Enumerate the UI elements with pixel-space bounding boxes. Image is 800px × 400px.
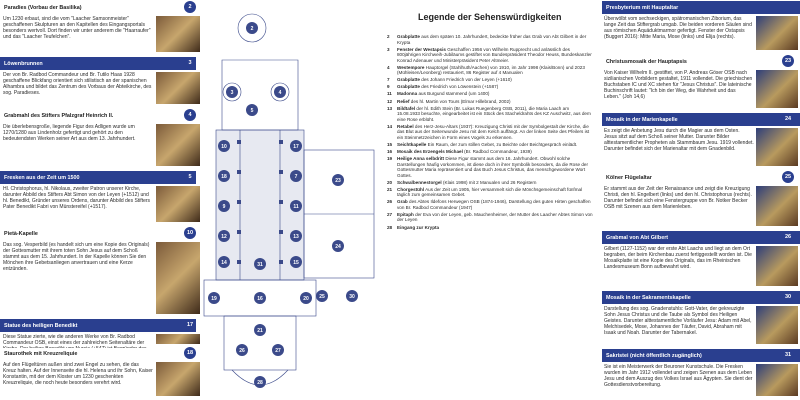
entry-number-badge: 23 xyxy=(782,55,794,67)
legend-item-text: der Eva von der Leyen, geb. Mauchenheimer, der Mutter des Laacher Abtes Simon von der Leyen xyxy=(397,211,593,223)
entry-photo xyxy=(156,362,200,396)
entry-number-badge: 30 xyxy=(782,291,794,303)
entry-number-badge: 5 xyxy=(184,171,196,183)
entry-photo xyxy=(756,306,798,344)
entry-title-bar xyxy=(602,55,800,68)
entry-text: Darstellung des sog. Gnadenstuhls: Gott-Vater, der gekreuzigte Sohn Jesus Christus und die Taube als Symbol des Heiligen Geistes. Darunter alttestamentliche Vorläufer Jesu: Adam mit Abel, Melchisedek, Mose, Johannes der Täufer, David, Abraham mit Isaak und Noah. Darunter der Tabernakel. xyxy=(604,306,752,337)
plan-marker-number: 30 xyxy=(349,293,355,300)
legend-item xyxy=(387,106,593,123)
legend-item-number: 2 xyxy=(387,34,390,39)
legend-item-number: 19 xyxy=(387,156,393,162)
legend-item-title: Seichtkapelle xyxy=(397,141,427,147)
entry-photo xyxy=(756,364,798,396)
entry-title: Staurothek mit Kreuzreliquie xyxy=(4,350,78,357)
entry-photo xyxy=(756,70,798,108)
left-entry xyxy=(0,318,202,348)
legend-item-text: aus Burgund stammend (um 1400) xyxy=(418,91,490,97)
plan-marker-number: 7 xyxy=(294,173,298,180)
plan-marker-number: 18 xyxy=(221,173,227,180)
legend-item-title: Madonna xyxy=(397,91,418,97)
legend-item xyxy=(387,199,593,210)
legend-item-title: Mosaik des Erzengels Michael xyxy=(397,148,463,154)
legend-item-number: 16 xyxy=(387,148,393,154)
plan-marker-number: 21 xyxy=(257,327,263,334)
entry-title: Kölner Flügelaltar xyxy=(606,174,652,181)
entry-photo xyxy=(756,128,798,166)
entry-text: Sie ist ein Meisterwerk der Beuroner Kunstschule. Die Fresken wurden im Jahr 1912 vollendet und zeigen Szenen aus dem Leben Jesu und dem Auszug des Volkes Israel aus Ägypten. Sie dient der Gottesdienstvorbereitung. xyxy=(604,364,753,389)
entry-title-bar xyxy=(602,1,800,14)
plan-marker-number: 19 xyxy=(211,295,217,302)
legend-item xyxy=(387,149,593,155)
legend-item xyxy=(387,91,593,97)
legend-item-text: aus dem späten 10. Jahrhundert, bedeckte früher das Grab von Abt Gilbert in der Krypta xyxy=(397,34,587,45)
legend-item-title: Grab xyxy=(397,199,408,205)
entry-text: Der von Br. Radbod Commandeur und Br. Tutilo Haas 1928 geschaffene Blickfang orientiert sich stilistisch an der spanischen Alhambra und bildet das Zentrum des Vorbaus der Abteikirche, des sog. Paradieses. xyxy=(3,72,152,97)
legend-item-title: Chorgestühl xyxy=(397,186,425,192)
legend-item xyxy=(387,156,593,178)
legend-item-text: Aus der Zeit um 1905, hier versammelt sich die Mönchsgemeinschaft fünfmal täglich zum gemeinsamen Gebet. xyxy=(397,186,583,198)
entry-title-bar xyxy=(0,227,196,240)
entry-text: Auf den Flügeltüren außen sind zwei Engel zu sehen, die das Kreuz halten. Auf der Innenseite die hl. Helena und ihr Sohn, Kaiser Konstantin, mit der dem Kloster um 1230 geschenkten Kreuzreliquie, die noch heute besonders verehrt wird. xyxy=(3,362,153,387)
floor-plan xyxy=(202,0,378,400)
legend-item xyxy=(387,84,593,90)
center-column xyxy=(202,0,598,400)
right-entry xyxy=(598,348,800,400)
legend-item xyxy=(387,124,593,141)
entry-photo xyxy=(156,16,200,52)
legend-item xyxy=(387,77,593,83)
entry-text: Er stammt aus der Zeit der Renaissance und zeigt die Kreuzigung Christi, den hl. Engelbert (links) und den hl. Christophorus (rechts). Darunter befindet sich eine Fenstergruppe von Br. Notker Becker OSB mit Szenen aus dem Marienleben. xyxy=(604,186,752,211)
legend-item-text: des Herz-Jesu-Altars (1937): Kreuzigung Christi mit der Symbolgestalt der Kirche, die das Blut aus der Seitenwunde Jesu mit dem Kelch auffängt. An der linken Seite des Pfeilers ist ein Steinmetzzeichen in Form eines Vogels zu erkennen. xyxy=(397,123,590,140)
entry-title: Grabmahl des Stifters Pfalzgraf Heinrich II. xyxy=(4,112,114,119)
left-entry xyxy=(0,0,202,56)
legend-item-text: Hauptorgel (Stahlhuth/Aachen) von 1910, im Jahr 1998 (Klais/Bonn) und 2023 (Mühleisen/Leonberg) restauriert, 86 Register auf 4 Manualen xyxy=(397,64,585,76)
entry-title-bar xyxy=(0,1,196,14)
entry-title-bar xyxy=(0,319,196,332)
legend-item-text: des Johann Friedrich von der Leyen (+1610) xyxy=(421,77,512,83)
left-entry xyxy=(0,170,202,226)
legend-item-number: 26 xyxy=(387,199,393,205)
legend-item-title: Retabel xyxy=(397,123,414,129)
legend-item xyxy=(387,65,593,76)
entry-photo xyxy=(156,334,200,344)
plan-marker-number: 26 xyxy=(239,347,245,354)
legend-item-number: 12 xyxy=(387,98,393,104)
entry-title: Christusmosaik der Hauptapsis xyxy=(606,58,687,65)
plan-marker-number: 3 xyxy=(230,89,234,96)
legend-item xyxy=(387,212,593,223)
entry-number-badge: 4 xyxy=(184,109,196,121)
entry-photo xyxy=(156,72,200,104)
legend-item-title: Westempore xyxy=(397,64,425,70)
legend-item-text: (Br. Radbod Commandeur, 1939) xyxy=(464,148,532,154)
plan-marker-number: 28 xyxy=(257,379,263,386)
entry-title: Fresken aus der Zeit um 1500 xyxy=(4,174,80,181)
entry-title-bar xyxy=(602,349,800,362)
legend-item-text: Ein Raum, der zum stillen Gebet, zu Beichte oder Beichtgespräch einlädt. xyxy=(427,141,578,147)
legend-item-title: Grabplatte xyxy=(397,34,420,39)
legend-item-text: Geschaffen 1956 von Wilhelm Rupprecht und anlässlich des 800jährigen Kirchweih-Jubiläums gestiftet von Bundespräsident Theodor Heuss, Bundeskanzler Konrad Adenauer und Ministerpräsident Peter Altmeier. xyxy=(397,46,592,63)
plan-marker-number: 16 xyxy=(257,295,263,302)
legend-item-title: Schwalbennestorgel xyxy=(397,179,442,185)
entry-text: Die überlebensgroße, liegende Figur des Adligen wurde um 1270/1280 aus Lindenholz gefertigt und gehört zu den bedeutendsten Werken seiner Art aus dem 13. Jahrhundert. xyxy=(3,124,136,143)
entry-photo xyxy=(156,186,200,222)
legend-item xyxy=(387,180,593,186)
plan-marker-number: 14 xyxy=(221,259,227,266)
plan-marker-number: 15 xyxy=(293,259,299,266)
plan-marker-number: 27 xyxy=(275,347,281,354)
entry-photo xyxy=(756,186,798,226)
legend-item-text: (Klais 1998) mit 2 Manualen und 26 Registern xyxy=(442,179,537,185)
entry-title: Grabmal von Abt Gilbert xyxy=(606,234,669,241)
legend-item-text: des Friedrich von Löwenstein (+1587) xyxy=(421,84,499,90)
left-column xyxy=(0,0,202,400)
legend-item-title: Epitaph xyxy=(397,211,414,217)
entry-text: Das sog. Vesperbild (es handelt sich um eine Kopie des Originals) der Gottesmutter mit ihrem toten Sohn Jesus auf dem Schoß stammt aus dem 15. Jahrhundert. In der Kapelle können Sie den Mönchen ihre Gebetsanliegen anvertrauen und eine Kerze entzünden. xyxy=(3,242,150,273)
legend-item-number: 13 xyxy=(387,105,393,111)
right-entry xyxy=(598,230,800,290)
plan-marker-number: 10 xyxy=(221,143,227,150)
entry-text: Diese Statue zierte, wie die anderen Werke von Br. Radbod Commandeur OSB, einst eines der zahlreichen Seitenaltäre der xyxy=(3,334,145,347)
legend-item-number: 11 xyxy=(387,91,392,97)
legend-title: Legende der Sehenswürdigkeiten xyxy=(418,12,562,22)
entry-number-badge: 17 xyxy=(184,319,196,331)
entry-title: Paradies (Vorbau der Basilika) xyxy=(4,4,82,11)
legend-item xyxy=(387,187,593,198)
legend-item-title: Relief xyxy=(397,98,410,104)
entry-title: Pietà-Kapelle xyxy=(4,230,38,237)
plan-marker-number: 9 xyxy=(222,203,226,210)
legend-item-number: 4 xyxy=(387,64,390,70)
left-entry xyxy=(0,56,202,108)
legend-list xyxy=(387,34,593,232)
plan-marker-number: 24 xyxy=(335,243,341,250)
plan-marker-number: 5 xyxy=(250,107,254,114)
plan-marker-number: 11 xyxy=(293,203,299,210)
entry-title: Sakristei (nicht öffentlich zugänglich) xyxy=(606,352,702,359)
plan-marker-number: 13 xyxy=(293,233,299,240)
right-column xyxy=(598,0,800,400)
plan-marker-number: 12 xyxy=(221,233,227,240)
legend-item-number: 14 xyxy=(387,123,393,129)
plan-marker-number: 31 xyxy=(257,261,263,268)
right-entry xyxy=(598,54,800,112)
entry-title-bar xyxy=(0,171,196,184)
entry-title-bar xyxy=(602,113,800,126)
legend-item xyxy=(387,142,593,148)
entry-title: Mosaik in der Sakramentskapelle xyxy=(606,294,691,301)
legend-item-number: 15 xyxy=(387,141,393,147)
legend-item-title: Grabplatte xyxy=(397,84,420,90)
entry-title-bar xyxy=(602,231,800,244)
legend-item-title: Bildtafel xyxy=(397,105,416,111)
legend-item-number: 9 xyxy=(387,84,390,90)
plan-marker-number: 4 xyxy=(278,89,282,96)
entry-title-bar xyxy=(0,347,196,360)
entry-text: Überwölbt vom sechseckigen, spätromanischen Ziborium, das lange Zeit das Stiftergrab umgab. Die beiden vorderen Säulen sind aus römischen Aquäduktmarmor gefertigt. Fenster der Ostapsis (Buggert 2016): Mitte Maria, Mose (links) und Elija (rechts). xyxy=(604,16,752,41)
legend-item-text: des hl. Martin von Tours (Elmar Hillebrand, 2002) xyxy=(410,98,511,104)
entry-photo xyxy=(756,16,798,50)
entry-number-badge: 26 xyxy=(782,231,794,243)
legend-item xyxy=(387,99,593,105)
entry-title: Löwenbrunnen xyxy=(4,60,43,67)
legend-item xyxy=(387,34,593,45)
entry-photo xyxy=(156,242,200,314)
entry-title: Mosaik in der Marienkapelle xyxy=(606,116,678,123)
legend-item-text: Diese Figur stammt aus dem 16. Jahrhundert. Obwohl solche Darstellungen häufig vorkommen, ist diese doch in ihrer Symbolik besonders, da die Rose der Gottesmutter Maria repräsentiert und das Buch Jesus Christus, das menschgewordene Wort Gottes. xyxy=(397,156,588,178)
plan-marker-number: 20 xyxy=(303,295,309,302)
entry-title-bar xyxy=(602,171,800,184)
entry-text: Um 1230 erbaut, sind die vom "Laacher Samsonmeister" geschaffenen Skulpturen an den Kapitellen des Eingangsportals besonders wertvoll. Dort finden wir unter anderem die "Haarraufer" und das "Laacher Teufelchen". xyxy=(3,16,151,41)
entry-number-badge: 3 xyxy=(184,57,196,69)
entry-number-badge: 10 xyxy=(184,227,196,239)
legend-item xyxy=(387,225,593,231)
left-entry xyxy=(0,108,202,170)
legend-item-number: 21 xyxy=(387,186,393,192)
plan-marker-number: 25 xyxy=(319,293,325,300)
legend-item-number: 27 xyxy=(387,211,393,217)
entry-text: Gilbert (1127-1152) war der erste Abt Laachs und liegt an dem Ort begraben, der beim Kirchenbau zuerst fertiggestellt worden ist. Die Mosaikplatte ist eine Kopie des Originals, das im Rheinischen Landesmuseum Bonn aufbewahrt wird. xyxy=(604,246,752,271)
legend-item-text: des Abtes Ildefons Herwegen OSB (1874-1946), Darstellung des guten Hirten geschaffen von Br. Radbod Commandeur (1947) xyxy=(397,199,591,210)
entry-title: Statue des heiligen Benedikt xyxy=(4,322,78,329)
entry-text: Hl. Christophorus, hl. Nikolaus, zweiter Patron unserer Kirche, darunter Abbild des Stifters Abt Simon von der Leyen (+1512) und hl. Benedikt, Gründer unseres Ordens, darunter Abbild des Stifters Pater Benedikt Fabri von Münstereifel (+1517). xyxy=(3,186,151,211)
legend-item-number: 20 xyxy=(387,179,393,185)
legend-item-number: 3 xyxy=(387,46,390,52)
legend-item-title: Heilige Anna selbdritt xyxy=(397,156,445,162)
legend-item-title: Eingang zur Krypta xyxy=(397,224,440,230)
entry-number-badge: 24 xyxy=(782,113,794,125)
entry-title-bar xyxy=(0,57,196,70)
legend-item-number: 28 xyxy=(387,224,393,230)
entry-photo xyxy=(156,124,200,166)
right-entry xyxy=(598,170,800,230)
right-entry xyxy=(598,112,800,170)
entry-text: Von Kaiser Wilhelm II. gestiftet, von P. Andreas Göser OSB nach sizilianischen Vorbildern gestaltet, 1911 vollendet. Die griechischen Buchstaben IC und XC stehen für "Jesus Christus". Die lateinische Buchinschrift lautet: "Ich bin der Weg, die Wahrheit und das Leben." (Joh 14,6) xyxy=(604,70,753,101)
right-entry xyxy=(598,290,800,348)
legend-item-text: der hl. Edith Stein (Br. Lukas Ruegenberg OSB, 2011), die Maria Laach am 15.08.1933 besuchte, eingearbeitet ist ein Stück des Stacheldrahts des KZ Auschwitz, aus dem eine Rose erblüht. xyxy=(397,105,591,122)
entry-number-badge: 18 xyxy=(184,347,196,359)
legend-item-title: Fenster der Westapsis xyxy=(397,46,446,52)
entry-number-badge: 25 xyxy=(782,171,794,183)
left-entry xyxy=(0,226,202,318)
legend-item-number: 7 xyxy=(387,77,390,83)
plan-marker-number: 23 xyxy=(335,177,341,184)
entry-number-badge: 2 xyxy=(184,1,196,13)
right-entry xyxy=(598,0,800,54)
entry-title: Presbyterium mit Hauptaltar xyxy=(606,4,679,11)
plan-marker-number: 17 xyxy=(293,143,299,150)
legend-item xyxy=(387,47,593,64)
entry-photo xyxy=(756,246,798,286)
left-entry xyxy=(0,346,202,400)
legend-item-title: Grabplatte xyxy=(397,77,420,83)
entry-title-bar xyxy=(0,109,196,122)
entry-number-badge: 31 xyxy=(782,349,794,361)
plan-marker-number: 2 xyxy=(250,25,254,32)
entry-title-bar xyxy=(602,291,800,304)
entry-text: Es zeigt die Anbetung Jesu durch die Magier aus dem Osten. Jesus sitzt auf dem Schoß seiner Mutter. Darunter Bilder alttestamentlicher Propheten als Stammbaum Jesu. 1919 vollendet. Darunter befindet sich der Marienaltar mit dem Gnadenbild. xyxy=(604,128,754,153)
